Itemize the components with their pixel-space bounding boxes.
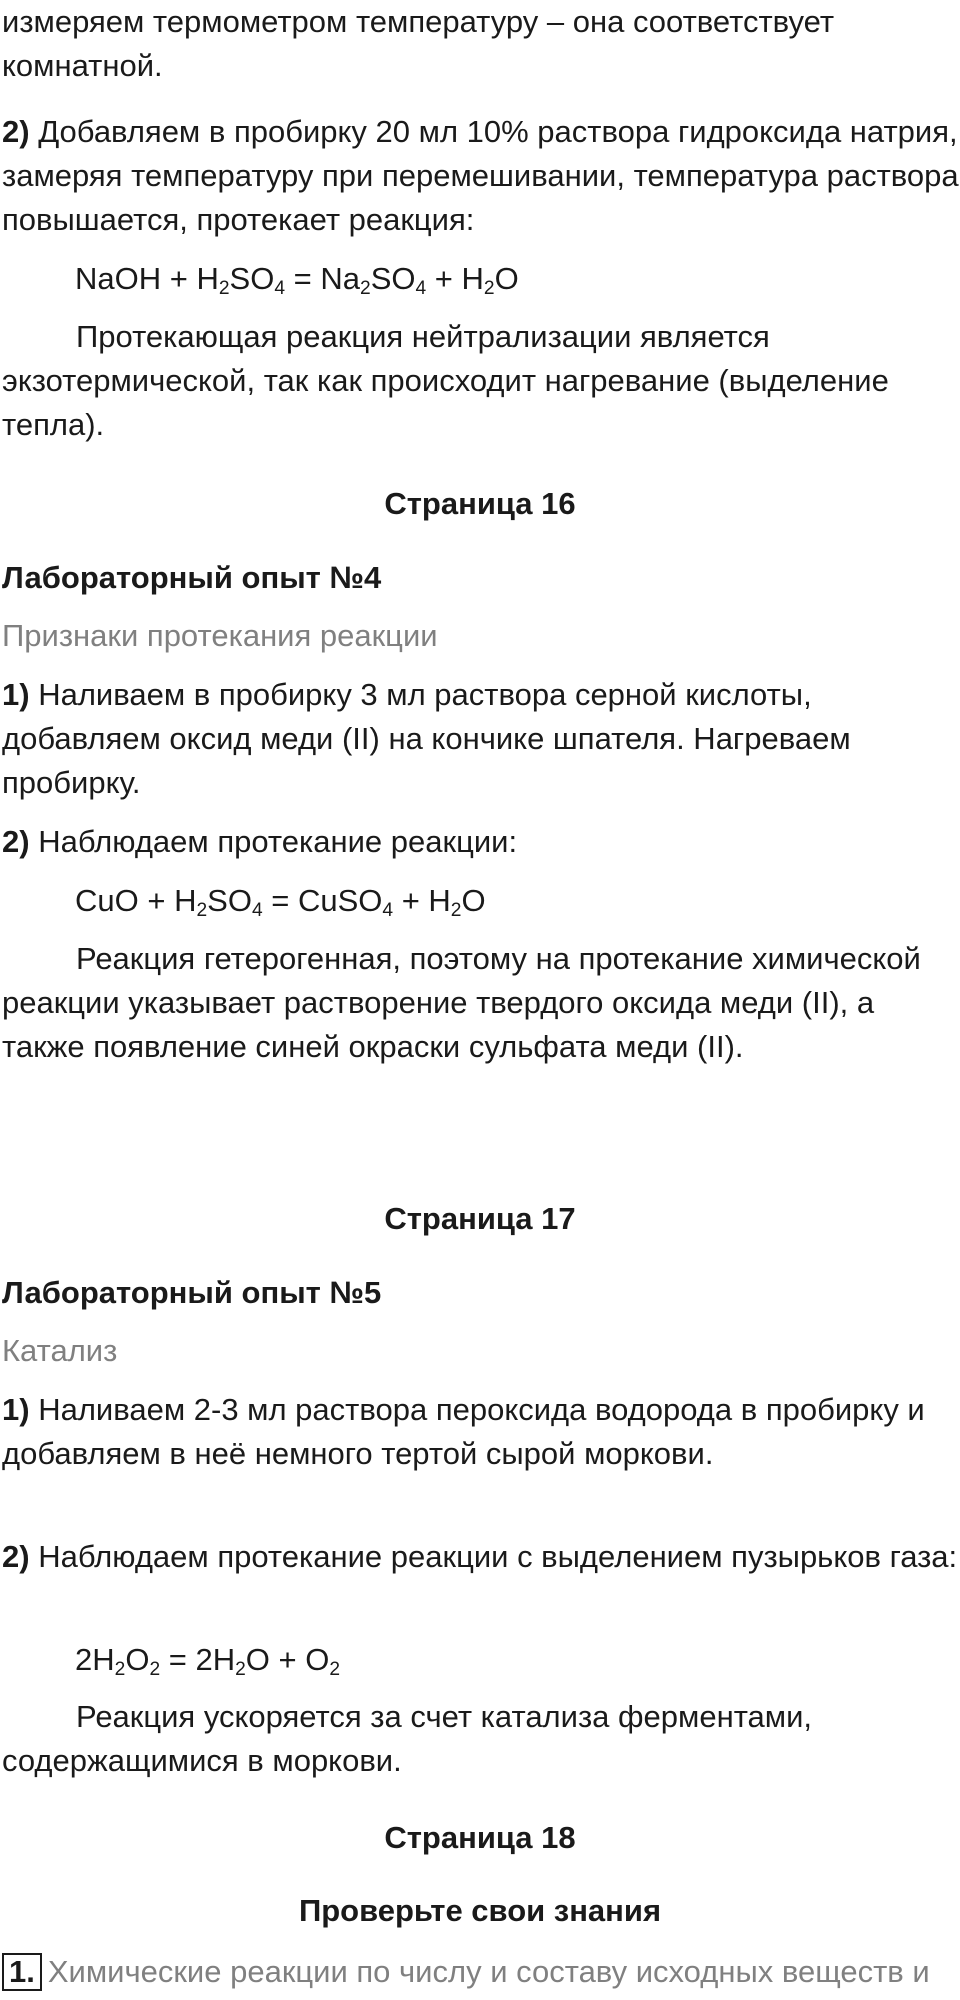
page-16-heading: Страница 16 [384, 486, 576, 521]
equation-h2o2: $2H_2O_2 = 2H_2O + O_2$ [75, 1642, 341, 1680]
lab-4-step-2 [2, 820, 960, 864]
question-text: Химические реакции по числу и составу исходных веществ и [47, 1954, 930, 1989]
step-text: Наливаем 2-3 мл раствора пероксида водорода в пробирку и добавляем в неё немного тертой сырой моркови. [2, 1392, 925, 1471]
lab-4-title: Лабораторный опыт №4 [2, 560, 382, 595]
step-text: Наблюдаем протекание реакции: [29, 824, 518, 859]
step-number: 2) [2, 114, 30, 149]
step-text: Наблюдаем протекание реакции с выделением пузырьков газа: [29, 1539, 958, 1574]
check-knowledge-heading: Проверьте свои знания [298, 1893, 662, 1928]
lab-5-step-1 [2, 1388, 960, 1476]
neutralization-paragraph: Протекающая реакция нейтрализации является экзотермической, так как происходит нагревание (выделение тепла). [2, 319, 889, 442]
equation-cuo: CuO + $H_2SO_4$ = CuSO$_4$ + $H_2O$ [75, 883, 486, 921]
lab-5-subtitle: Катализ [2, 1333, 118, 1368]
intro-paragraph: измеряем термометром температуру – она соответствует комнатной. [2, 4, 835, 83]
step-2-paragraph [2, 110, 960, 242]
question-number-box: 1. [2, 1953, 42, 1991]
page-17-heading: Страница 17 [384, 1201, 576, 1236]
lab-4-paragraph: Реакция гетерогенная, поэтому на протекание химической реакции указывает растворение твердого оксида меди (II), а также появление синей окраски сульфата меди (II). [2, 941, 921, 1064]
lab-5-step-2 [2, 1535, 960, 1579]
equation-naoh: NaOH + $H_2SO_4 = Na_2SO_4 + H_2O$ [75, 261, 519, 299]
step-number: 1) [2, 677, 30, 712]
step-text: Добавляем в пробирку 20 мл 10% раствора гидроксида натрия, замеряя температуру при перемешивании, температура раствора повышается, протекает реакция: [2, 114, 959, 237]
lab-4-subtitle: Признаки протекания реакции [2, 618, 438, 653]
page-18-heading: Страница 18 [384, 1820, 576, 1855]
lab-5-title: Лабораторный опыт №5 [2, 1275, 382, 1310]
step-text: Наливаем в пробирку 3 мл раствора серной кислоты, добавляем оксид меди (II) на кончике шпателя. Нагреваем пробирку. [2, 677, 851, 800]
step-number: 2) [2, 1539, 30, 1574]
lab-5-paragraph: Реакция ускоряется за счет катализа ферментами, содержащимися в моркови. [2, 1699, 813, 1778]
step-number: 2) [2, 824, 30, 859]
lab-4-step-1 [2, 673, 960, 805]
question-1 [2, 1950, 960, 1994]
step-number: 1) [2, 1392, 30, 1427]
